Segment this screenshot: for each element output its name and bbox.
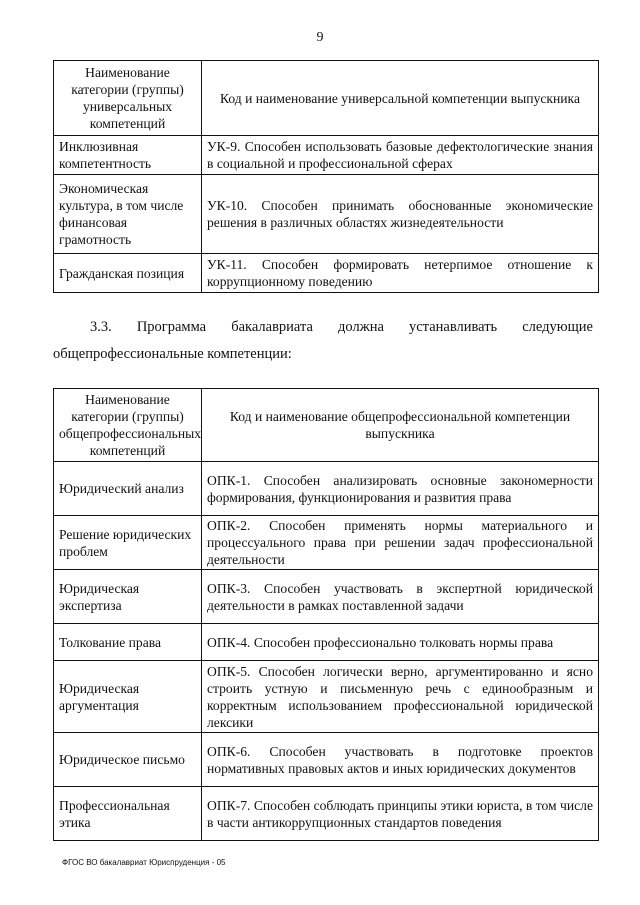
paragraph-word: Программа	[136, 319, 207, 335]
category-cell: Толкование права	[54, 624, 202, 661]
universal-competencies-table	[53, 60, 599, 293]
header-category-cell: Наименование категории (группы) общепрофессиональных компетенций	[54, 389, 202, 462]
table-row	[54, 254, 599, 293]
table-row	[54, 462, 599, 516]
competence-cell: ОПК-7. Способен соблюдать принципы этики юриста, в том числе в части антикоррупционных стандартов поведения	[202, 787, 599, 841]
table-row	[54, 570, 599, 624]
competence-cell: ОПК-4. Способен профессионально толковать нормы права	[202, 624, 599, 661]
paragraph-word: должна	[338, 319, 384, 335]
table-row	[54, 733, 599, 787]
table-row	[54, 624, 599, 661]
paragraph-line-1	[53, 314, 593, 341]
general-professional-competencies-table	[53, 388, 599, 841]
competence-cell: УК-11. Способен формировать нетерпимое отношение к коррупционному поведению	[202, 254, 599, 293]
category-cell: Юридическое письмо	[54, 733, 202, 787]
paragraph-word: 3.3.	[90, 319, 112, 335]
paragraph-line-2: общепрофессиональные компетенции:	[53, 346, 292, 362]
competence-cell: УК-9. Способен использовать базовые дефектологические знания в социальной и профессиональной сферах	[202, 136, 599, 175]
category-cell: Гражданская позиция	[54, 254, 202, 293]
category-cell: Инклюзивная компетентность	[54, 136, 202, 175]
table-row	[54, 175, 599, 254]
competence-cell: ОПК-2. Способен применять нормы материального и процессуального права при решении задач профессиональной деятельности	[202, 516, 599, 570]
category-cell: Экономическая культура, в том числе финансовая грамотность	[54, 175, 202, 254]
paragraph-word: следующие	[522, 319, 593, 335]
header-code-cell: Код и наименование общепрофессиональной компетенции выпускника	[202, 389, 599, 462]
table-header-row	[54, 61, 599, 136]
table-row	[54, 787, 599, 841]
competence-cell: ОПК-5. Способен логически верно, аргументированно и ясно строить устную и письменную речь с единообразным и корректным использованием профессиональной юридической лексики	[202, 661, 599, 733]
competence-cell: ОПК-1. Способен анализировать основные закономерности формирования, функционирования и развития права	[202, 462, 599, 516]
page-footer: ФГОС ВО бакалавриат Юриспруденция - 05	[62, 858, 226, 867]
table-header-row	[54, 389, 599, 462]
table-row	[54, 516, 599, 570]
category-cell: Юридическая аргументация	[54, 661, 202, 733]
header-code-cell: Код и наименование универсальной компетенции выпускника	[202, 61, 599, 136]
paragraph-word: устанавливать	[409, 319, 498, 335]
table-row	[54, 661, 599, 733]
competence-cell: ОПК-3. Способен участвовать в экспертной юридической деятельности в рамках поставленной задачи	[202, 570, 599, 624]
competence-cell: ОПК-6. Способен участвовать в подготовке проектов нормативных правовых актов и иных юридических документов	[202, 733, 599, 787]
paragraph-word: бакалавриата	[231, 319, 313, 335]
category-cell: Решение юридических проблем	[54, 516, 202, 570]
category-cell: Юридический анализ	[54, 462, 202, 516]
competence-cell: УК-10. Способен принимать обоснованные экономические решения в различных областях жизнедеятельности	[202, 175, 599, 254]
category-cell: Профессиональная этика	[54, 787, 202, 841]
table-row	[54, 136, 599, 175]
category-cell: Юридическая экспертиза	[54, 570, 202, 624]
header-category-cell: Наименование категории (группы) универсальных компетенций	[54, 61, 202, 136]
page-number: 9	[316, 30, 324, 45]
